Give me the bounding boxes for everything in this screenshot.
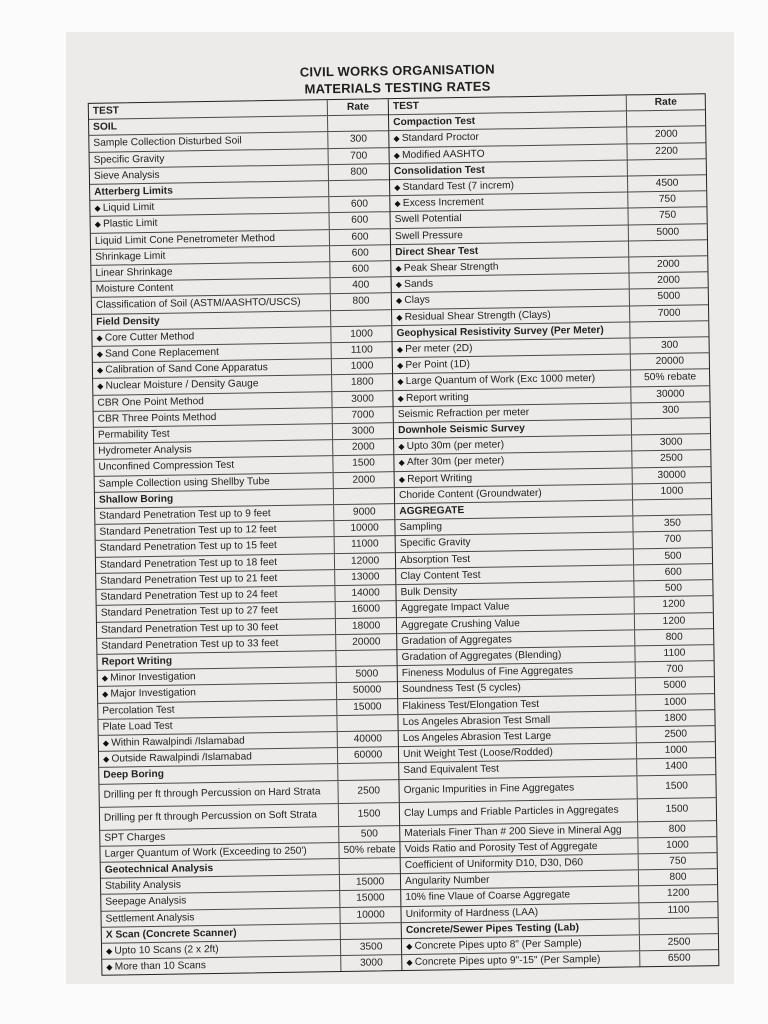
- rate-value: [627, 159, 706, 175]
- rate-value: 500: [633, 548, 712, 564]
- rate-value: 800: [634, 629, 713, 645]
- right-column: [389, 94, 719, 970]
- test-label: More than 10 Scans: [114, 960, 206, 973]
- right-header-test: TEST: [392, 100, 420, 113]
- rate-value: 40000: [337, 731, 398, 747]
- test-label: Los Angeles Abrasion Test Small: [402, 714, 551, 728]
- test-label: Sand Cone Replacement: [104, 346, 219, 360]
- test-label: Direct Shear Test: [395, 245, 479, 258]
- test-label: Larger Quantum of Work (Exceeding to 250'): [104, 845, 307, 860]
- rate-value: [626, 110, 705, 126]
- rate-value: 750: [638, 853, 717, 869]
- bullet-icon: ◆: [97, 382, 106, 392]
- rate-value: [327, 115, 388, 131]
- bullet-icon: ◆: [395, 296, 405, 306]
- test-label: Unit Weight Test (Loose/Rodded): [403, 746, 553, 761]
- rate-value: 2000: [332, 439, 393, 455]
- right-header-rate: Rate: [626, 94, 705, 110]
- test-label: Materials Finer Than # 200 Sieve in Mineral Agg: [404, 824, 622, 839]
- bullet-icon: ◆: [101, 673, 111, 683]
- test-label: Major Investigation: [110, 687, 197, 700]
- rate-value: 6500: [639, 950, 718, 966]
- rate-value: 700: [635, 661, 714, 677]
- title-line-1: CIVIL WORKS ORGANISATION: [299, 61, 495, 80]
- test-label: Gradation of Aggregates: [401, 634, 512, 647]
- bullet-icon: ◆: [398, 442, 407, 452]
- bullet-icon: ◆: [101, 689, 111, 700]
- test-label: Standard Penetration Test up to 12 feet: [99, 524, 277, 539]
- test-label: Seismic Refraction per meter: [397, 406, 530, 420]
- test-label: Downhole Seismic Survey: [397, 423, 525, 437]
- test-label: SOIL: [93, 121, 118, 134]
- rate-value: 7000: [629, 305, 708, 321]
- rate-value: 11000: [334, 537, 395, 553]
- rate-value: 2500: [636, 726, 715, 742]
- rate-value: 16000: [335, 601, 396, 617]
- test-label: SPT Charges: [104, 831, 166, 844]
- rate-value: 700: [328, 148, 389, 164]
- test-label: Minor Investigation: [110, 671, 196, 684]
- test-label: Atterberg Limits: [94, 185, 173, 198]
- rate-value: 1500: [637, 798, 716, 821]
- rate-value: 5000: [629, 289, 708, 305]
- test-label: X Scan (Concrete Scanner): [105, 927, 237, 941]
- rate-value: 350: [632, 515, 711, 531]
- rate-value: 50000: [336, 682, 397, 698]
- test-label: Core Cutter Method: [104, 331, 195, 344]
- rate-value: 1500: [338, 803, 399, 826]
- rate-value: 7000: [332, 407, 393, 423]
- rate-value: 500: [633, 580, 712, 596]
- bullet-icon: ◆: [397, 393, 406, 403]
- test-label: Liquid Limit: [102, 202, 155, 214]
- test-name: [102, 956, 340, 975]
- rate-value: 4500: [627, 175, 706, 191]
- rate-value: 1000: [635, 694, 714, 710]
- rate-value: 15000: [339, 874, 400, 890]
- left-header-test: TEST: [92, 105, 120, 117]
- test-label: Standard Penetration Test up to 9 feet: [99, 508, 271, 522]
- test-label: Clay Lumps and Friable Particles in Aggregates: [403, 804, 619, 819]
- rate-value: 2000: [626, 127, 705, 143]
- test-name: [100, 804, 338, 830]
- test-label: Angularity Number: [405, 874, 490, 888]
- test-label: Coefficient of Uniformity D10, D30, D60: [404, 857, 584, 871]
- test-label: Modified AASHTO: [402, 148, 485, 161]
- test-label: Moisture Content: [95, 282, 174, 296]
- rate-value: 700: [633, 532, 712, 548]
- test-label: Los Angeles Abrasion Test Large: [402, 730, 552, 744]
- rate-value: 60000: [337, 747, 398, 763]
- rate-value: 1000: [637, 837, 716, 853]
- rate-value: 20000: [630, 353, 709, 369]
- rate-value: 3000: [631, 434, 710, 450]
- test-label: Linear Shrinkage: [95, 266, 173, 279]
- test-label: Standard Penetration Test up to 30 feet: [100, 621, 279, 636]
- bullet-icon: ◆: [96, 365, 106, 376]
- bullet-icon: ◆: [406, 941, 415, 951]
- rate-value: 14000: [334, 585, 395, 601]
- test-label: Settlement Analysis: [105, 911, 195, 925]
- left-header-rate: Rate: [327, 99, 388, 115]
- rate-value: [337, 715, 398, 731]
- test-label: Concrete Pipes upto 9"-15" (Per Sample): [414, 954, 601, 969]
- rate-value: 30000: [632, 467, 711, 483]
- test-label: Clays: [404, 295, 430, 307]
- bullet-icon: ◆: [96, 349, 106, 359]
- test-label: Aggregate Impact Value: [400, 601, 510, 615]
- rate-value: 600: [329, 261, 390, 277]
- rate-value: [328, 180, 389, 196]
- test-label: Within Rawalpindi /Islamabad: [111, 735, 245, 749]
- rate-value: 20000: [335, 634, 396, 650]
- rate-value: 2500: [631, 451, 710, 467]
- test-label: CBR Three Points Method: [97, 411, 217, 425]
- rate-value: 12000: [334, 553, 395, 569]
- rate-value: 1200: [634, 596, 713, 612]
- rate-value: 500: [338, 826, 399, 842]
- test-label: Calibration of Sand Cone Apparatus: [105, 362, 268, 376]
- rate-value: 300: [630, 337, 709, 353]
- rates-table: [88, 93, 720, 976]
- rate-value: [628, 240, 707, 256]
- rate-value: 15000: [339, 890, 400, 906]
- test-name: [400, 799, 637, 825]
- test-label: Sample Collection Disturbed Soil: [93, 135, 242, 150]
- rate-value: 1000: [632, 483, 711, 499]
- bullet-icon: ◆: [394, 182, 403, 193]
- test-label: Standard Penetration Test up to 21 feet: [100, 572, 278, 587]
- test-label: Standard Test (7 increm): [402, 180, 515, 193]
- test-name: [400, 776, 637, 802]
- test-label: Report Writing: [101, 655, 173, 668]
- rate-value: 800: [330, 294, 391, 310]
- test-label: Deep Boring: [103, 769, 164, 782]
- rate-value: 1200: [638, 885, 717, 901]
- rate-value: [631, 418, 710, 434]
- bullet-icon: ◆: [395, 280, 405, 290]
- title-line-2: MATERIALS TESTING RATES: [304, 78, 491, 97]
- test-label: Permability Test: [97, 428, 170, 441]
- test-label: Shallow Boring: [98, 493, 174, 506]
- rate-value: [333, 488, 394, 504]
- rate-value: [337, 763, 398, 779]
- rate-value: [339, 858, 400, 874]
- test-label: Standard Penetration Test up to 15 feet: [99, 540, 277, 555]
- rate-value: 15000: [336, 699, 397, 715]
- bullet-icon: ◆: [398, 474, 408, 484]
- bullet-icon: ◆: [396, 345, 406, 355]
- test-label: After 30m (per meter): [406, 455, 505, 469]
- rate-value: 1000: [330, 326, 391, 342]
- test-label: Geotechnical Analysis: [104, 862, 214, 876]
- bullet-icon: ◆: [106, 946, 115, 956]
- left-column: [89, 99, 403, 975]
- test-label: Liquid Limit Cone Penetrometer Method: [94, 232, 276, 247]
- bullet-icon: ◆: [397, 377, 406, 387]
- bullet-icon: ◆: [396, 312, 405, 322]
- test-label: Hydrometer Analysis: [98, 444, 192, 458]
- rate-value: 1400: [636, 758, 715, 774]
- rate-value: 1800: [635, 710, 714, 726]
- test-label: Voids Ratio and Porosity Test of Aggregate: [404, 840, 598, 855]
- rate-value: 9000: [333, 504, 394, 520]
- rate-value: 600: [633, 564, 712, 580]
- rate-value: 1800: [331, 375, 392, 391]
- test-label: Plate Load Test: [102, 720, 173, 733]
- test-label: Swell Pressure: [394, 229, 464, 242]
- test-label: Geophysical Resistivity Survey (Per Meter): [396, 324, 604, 339]
- rate-value: 18000: [335, 618, 396, 634]
- rate-value: 1100: [331, 342, 392, 358]
- test-label: Seepage Analysis: [105, 895, 187, 909]
- test-label: Upto 30m (per meter): [406, 439, 505, 453]
- test-label: Shrinkage Limit: [95, 250, 166, 263]
- test-label: Stability Analysis: [104, 879, 182, 892]
- test-label: Bulk Density: [400, 586, 458, 599]
- test-label: Compaction Test: [393, 116, 476, 129]
- rate-value: 750: [627, 191, 706, 207]
- rate-value: 13000: [334, 569, 395, 585]
- rate-value: 400: [330, 277, 391, 293]
- table-row: [102, 955, 401, 975]
- test-label: Percolation Test: [102, 704, 175, 717]
- test-label: Sampling: [399, 521, 443, 534]
- test-label: Standard Penetration Test up to 27 feet: [100, 605, 278, 620]
- rate-value: 3500: [340, 939, 401, 955]
- bullet-icon: ◆: [393, 134, 402, 144]
- rate-value: 50% rebate: [339, 842, 400, 858]
- test-label: Peak Shear Strength: [403, 261, 499, 275]
- rates-document: [83, 57, 725, 973]
- rate-value: 750: [627, 208, 706, 224]
- test-label: Sample Collection using Shellby Tube: [98, 475, 270, 490]
- rate-value: [336, 650, 397, 666]
- test-label: CBR One Point Method: [97, 395, 205, 409]
- test-label: Drilling per ft through Percussion on Soft Strata: [103, 808, 317, 824]
- test-label: 10% fine Vlaue of Coarse Aggregate: [405, 889, 571, 904]
- rate-value: 30000: [630, 386, 709, 402]
- rate-value: 1000: [331, 358, 392, 374]
- bullet-icon: ◆: [394, 199, 403, 209]
- test-label: Per Point (1D): [405, 359, 471, 372]
- test-label: Flakiness Test/Elongation Test: [402, 698, 540, 712]
- rate-value: 3000: [340, 955, 401, 971]
- bullet-icon: ◆: [395, 264, 404, 274]
- rate-value: 1100: [634, 645, 713, 661]
- test-label: Gradation of Aggregates (Blending): [401, 649, 562, 663]
- rate-value: 2500: [639, 934, 718, 950]
- test-label: Standard Penetration Test up to 24 feet: [100, 589, 278, 603]
- rate-value: 10000: [333, 520, 394, 536]
- test-label: Unconfined Compression Test: [98, 460, 235, 474]
- test-label: Sand Equivalent Test: [403, 763, 500, 777]
- test-label: Choride Content (Groundwater): [398, 487, 542, 501]
- test-label: Specific Gravity: [93, 153, 165, 166]
- bullet-icon: ◆: [406, 958, 415, 968]
- rate-value: [632, 499, 711, 515]
- test-label: Outside Rawalpindi /Islamabad: [111, 751, 252, 765]
- test-label: Upto 10 Scans (2 x 2ft): [114, 943, 219, 957]
- test-label: Sieve Analysis: [93, 169, 160, 182]
- rate-value: 600: [329, 213, 390, 229]
- rate-value: 600: [329, 229, 390, 245]
- test-label: Organic Impurities in Fine Aggregates: [403, 781, 575, 796]
- test-label: Report Writing: [407, 472, 473, 485]
- rate-value: 600: [328, 196, 389, 212]
- bullet-icon: ◆: [96, 333, 105, 343]
- bullet-icon: ◆: [393, 150, 403, 160]
- rate-value: 1500: [636, 775, 715, 798]
- test-label: Excess Increment: [402, 196, 484, 210]
- test-label: AGGREGATE: [399, 505, 465, 518]
- test-label: Classification of Soil (ASTM/AASHTO/USCS): [95, 297, 301, 312]
- rate-value: 1200: [634, 613, 713, 629]
- test-label: Specific Gravity: [399, 537, 471, 550]
- rate-value: 10000: [340, 907, 401, 923]
- rate-value: 800: [638, 869, 717, 885]
- test-label: Standard Penetration Test up to 33 feet: [101, 637, 279, 652]
- bullet-icon: ◆: [102, 754, 112, 764]
- test-label: Soundness Test (5 cycles): [402, 682, 521, 696]
- test-name: [99, 781, 337, 807]
- rate-value: 800: [328, 164, 389, 180]
- test-label: Large Quantum of Work (Exc 1000 meter): [405, 373, 596, 388]
- rate-value: 3000: [331, 391, 392, 407]
- rate-value: 2000: [629, 272, 708, 288]
- test-label: Standard Proctor: [401, 132, 479, 145]
- rate-value: [330, 310, 391, 326]
- rate-value: 800: [637, 821, 716, 837]
- rate-value: 5000: [628, 224, 707, 240]
- test-label: Plastic Limit: [102, 218, 158, 231]
- rate-value: 1000: [636, 742, 715, 758]
- test-label: Sands: [404, 278, 434, 291]
- rate-value: 3000: [332, 423, 393, 439]
- test-label: Consolidation Test: [393, 164, 485, 177]
- bullet-icon: ◆: [398, 458, 408, 468]
- rate-value: 1500: [332, 456, 393, 472]
- test-label: Fineness Modulus of Fine Aggregates: [401, 665, 573, 680]
- bullet-icon: ◆: [106, 962, 115, 972]
- test-label: Field Density: [96, 315, 160, 328]
- test-label: Report writing: [405, 391, 469, 404]
- bullet-icon: ◆: [396, 361, 406, 371]
- test-label: Absorption Test: [400, 553, 471, 566]
- rate-value: 300: [631, 402, 710, 418]
- rate-value: 5000: [635, 677, 714, 693]
- test-label: Aggregate Crushing Value: [401, 617, 520, 631]
- rate-value: 600: [329, 245, 390, 261]
- bullet-icon: ◆: [102, 738, 112, 748]
- test-label: Swell Potential: [394, 213, 462, 226]
- bullet-icon: ◆: [94, 203, 103, 214]
- test-label: Uniformity of Hardness (LAA): [405, 906, 539, 920]
- rate-value: 1100: [638, 902, 717, 918]
- test-label: Residual Shear Strength (Clays): [404, 309, 551, 323]
- rate-value: 2000: [628, 256, 707, 272]
- test-label: Per meter (2D): [405, 342, 473, 356]
- test-label: Clay Content Test: [400, 569, 481, 582]
- rate-value: 2200: [626, 143, 705, 159]
- bullet-icon: ◆: [94, 220, 104, 230]
- test-label: Standard Penetration Test up to 18 feet: [99, 556, 278, 571]
- rate-value: [639, 918, 718, 934]
- test-label: Drilling per ft through Percussion on Hard Strata: [103, 785, 321, 801]
- rate-value: 300: [327, 132, 388, 148]
- rate-value: 50% rebate: [630, 370, 709, 386]
- rate-value: [340, 923, 401, 939]
- test-label: Concrete Pipes upto 8" (Per Sample): [414, 938, 582, 952]
- rate-value: 5000: [336, 666, 397, 682]
- test-name: [402, 952, 639, 971]
- rate-value: 2000: [333, 472, 394, 488]
- test-label: Concrete/Sewer Pipes Testing (Lab): [405, 922, 580, 936]
- rate-value: 2500: [338, 780, 399, 803]
- test-label: Nuclear Moisture / Density Gauge: [105, 378, 259, 393]
- rate-value: [629, 321, 708, 337]
